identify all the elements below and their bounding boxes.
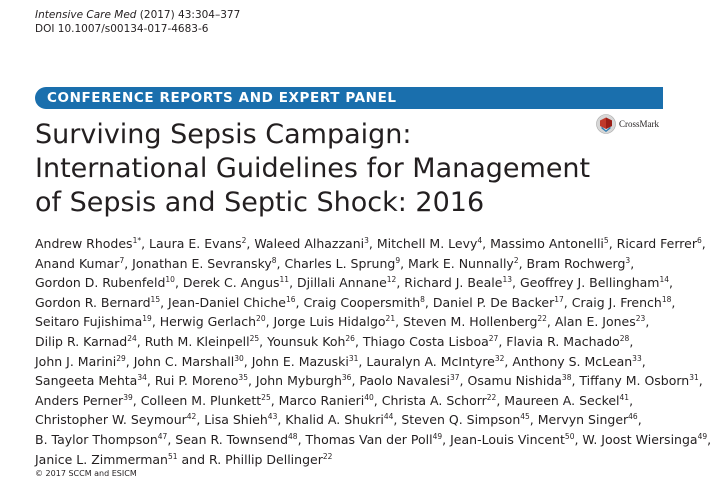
author-name: Paolo Navalesi bbox=[359, 373, 450, 389]
author-affiliation: 8 bbox=[420, 294, 425, 304]
author-affiliation: 44 bbox=[383, 412, 394, 422]
author-name: Bram Rochwerg bbox=[526, 255, 626, 271]
author-affiliation: 18 bbox=[661, 294, 672, 304]
author-name: Marco Ranieri bbox=[278, 392, 365, 408]
title-line: International Guidelines for Management bbox=[35, 153, 591, 184]
author-affiliation: 45 bbox=[520, 412, 530, 422]
title-line: Surviving Sepsis Campaign: bbox=[35, 119, 412, 150]
author-affiliation: 39 bbox=[123, 392, 133, 402]
author-line: Gordon D. Rubenfeld$^{10}$, Derek C. Angus$^{11}$, Djillali Annane$^{12}$, Richard J. Beale$^{13}$, Geoffrey J. Bellingham$^{14}$, bbox=[35, 275, 673, 291]
author-name: Alan E. Jones bbox=[554, 314, 636, 330]
author-line: Seitaro Fujishima$^{19}$, Herwig Gerlach$^{20}$, Jorge Luis Hidalgo$^{21}$, Steven M. Hollenberg$^{22}$, Alan E. Jones$^{23}$, bbox=[35, 314, 650, 330]
author-affiliation: 27 bbox=[488, 333, 499, 343]
author-affiliation: 46 bbox=[628, 412, 638, 422]
article-title bbox=[35, 118, 595, 220]
author-name: Jorge Luis Hidalgo bbox=[273, 314, 386, 330]
author-name: Flavia R. Machado bbox=[506, 333, 620, 349]
author-line: Anand Kumar$^7$, Jonathan E. Sevransky$^8$, Charles L. Sprung$^9$, Mark E. Nunnally$^2$, Bram Rochwerg$^3$, bbox=[35, 255, 635, 271]
author-affiliation: 22 bbox=[537, 314, 547, 324]
author-name: Geoffrey J. Bellingham bbox=[519, 275, 660, 291]
author-affiliation: 22 bbox=[486, 392, 497, 402]
author-name: Colleen M. Plunkett bbox=[140, 392, 262, 408]
author-affiliation: 29 bbox=[116, 353, 126, 363]
author-name: Lisa Shieh bbox=[204, 412, 268, 428]
author-name: Derek C. Angus bbox=[182, 275, 280, 291]
author-affiliation: 13 bbox=[502, 275, 512, 285]
author-name: Mitchell M. Levy bbox=[376, 236, 478, 251]
author-affiliation: 42 bbox=[186, 412, 197, 422]
author-affiliation: 5 bbox=[603, 236, 609, 245]
author-name: Djillali Annane bbox=[297, 275, 387, 291]
author-name: Osamu Nishida bbox=[467, 373, 562, 389]
author-affiliation: 31 bbox=[348, 353, 359, 363]
crossmark-icon bbox=[596, 114, 616, 134]
author-name: Craig Coopersmith bbox=[303, 294, 421, 310]
author-affiliation: 3 bbox=[625, 255, 631, 265]
author-name: Gordon R. Bernard bbox=[35, 294, 151, 310]
author-affiliation: 48 bbox=[288, 431, 298, 441]
author-name: Mark E. Nunnally bbox=[408, 255, 514, 271]
author-name: Richard J. Beale bbox=[404, 275, 503, 291]
author-name: Christa A. Schorr bbox=[381, 392, 487, 408]
author-affiliation: 38 bbox=[561, 373, 572, 383]
author-affiliation: 31 bbox=[689, 373, 699, 383]
author-name: Laura E. Evans bbox=[149, 236, 242, 251]
section-label: CONFERENCE REPORTS AND EXPERT PANEL bbox=[47, 90, 397, 106]
author-affiliation: 9 bbox=[395, 255, 401, 265]
author-affiliation: 41 bbox=[619, 392, 630, 402]
author-name: Sean R. Townsend bbox=[175, 431, 289, 447]
author-line: John J. Marini$^{29}$, John C. Marshall$^{30}$, John E. Mazuski$^{31}$, Lauralyn A. McIntyre$^{32}$, Anthony S. McLean$^{33}$, bbox=[35, 353, 646, 369]
author-affiliation: 30 bbox=[234, 353, 244, 363]
author-name: Seitaro Fujishima bbox=[35, 314, 143, 330]
author-name: Craig J. French bbox=[571, 294, 662, 310]
title-line: of Sepsis and Septic Shock: 2016 bbox=[35, 187, 485, 218]
author-name: Ricard Ferrer bbox=[616, 236, 697, 251]
author-affiliation: 40 bbox=[364, 392, 374, 402]
author-affiliation: 15 bbox=[150, 294, 161, 304]
author-affiliation: 32 bbox=[494, 353, 505, 363]
author-line: Christopher W. Seymour$^{42}$, Lisa Shieh$^{43}$, Khalid A. Shukri$^{44}$, Steven Q. Simpson$^{45}$, Mervyn Singer$^{46}$, bbox=[35, 412, 642, 428]
author-name: Jean-Louis Vincent bbox=[450, 431, 565, 447]
author-affiliation: 23 bbox=[635, 314, 646, 324]
author-affiliation: 8 bbox=[271, 255, 277, 265]
author-affiliation: 21 bbox=[385, 314, 396, 324]
author-name: Anand Kumar bbox=[35, 255, 120, 271]
author-affiliation: 34 bbox=[137, 373, 147, 383]
author-name: Herwig Gerlach bbox=[159, 314, 257, 330]
author-line: B. Taylor Thompson$^{47}$, Sean R. Townsend$^{48}$, Thomas Van der Poll$^{49}$, Jean-Louis Vincent$^{50}$, W. Joost Wiersinga$^{49}$, bbox=[35, 431, 711, 447]
author-affiliation: 33 bbox=[632, 353, 642, 363]
author-name: Tiffany M. Osborn bbox=[579, 373, 690, 389]
author-name: Lauralyn A. McIntyre bbox=[366, 353, 495, 369]
author-name: Younsuk Koh bbox=[267, 333, 346, 349]
author-name: Charles L. Sprung bbox=[284, 255, 396, 271]
author-name: and R. Phillip Dellinger bbox=[181, 451, 323, 467]
author-affiliation: 11 bbox=[279, 275, 290, 285]
author-affiliation: 3 bbox=[364, 236, 369, 245]
copyright: © 2017 SCCM and ESICM bbox=[35, 469, 137, 478]
author-affiliation: 49 bbox=[432, 431, 443, 441]
author-affiliation: 14 bbox=[659, 275, 669, 285]
journal-volume: (2017) 43:304–377 bbox=[136, 9, 241, 21]
author-line: Dilip R. Karnad$^{24}$, Ruth M. Kleinpell$^{25}$, Younsuk Koh$^{26}$, Thiago Costa Lisboa$^{27}$, Flavia R. Machado$^{28}$, bbox=[35, 333, 634, 349]
author-affiliation: 10 bbox=[165, 275, 175, 285]
author-name: Anthony S. McLean bbox=[512, 353, 633, 369]
author-affiliation: 16 bbox=[285, 294, 296, 304]
author-name: Steven M. Hollenberg bbox=[403, 314, 538, 330]
author-name: Rui P. Moreno bbox=[154, 373, 239, 389]
author-affiliation: 2 bbox=[513, 255, 519, 265]
author-name: Anders Perner bbox=[35, 392, 124, 408]
author-list bbox=[35, 234, 711, 469]
author-name: Thomas Van der Poll bbox=[305, 431, 433, 447]
author-line: Anders Perner$^{39}$, Colleen M. Plunkett$^{25}$, Marco Ranieri$^{40}$, Christa A. Schorr$^{22}$, Maureen A. Seckel$^{41}$, bbox=[35, 392, 634, 408]
author-affiliation: 51 bbox=[167, 451, 178, 461]
author-name: John J. Marini bbox=[35, 353, 117, 369]
author-name: Andrew Rhodes bbox=[35, 236, 133, 251]
author-affiliation: 12 bbox=[386, 275, 397, 285]
author-name: B. Taylor Thompson bbox=[35, 431, 158, 447]
author-affiliation: 37 bbox=[450, 373, 460, 383]
author-affiliation: 26 bbox=[345, 333, 355, 343]
journal-citation bbox=[35, 8, 240, 22]
author-affiliation: 36 bbox=[341, 373, 352, 383]
author-name: Janice L. Zimmerman bbox=[35, 451, 168, 467]
crossmark-badge[interactable] bbox=[596, 114, 659, 134]
author-affiliation: 1* bbox=[132, 236, 142, 245]
author-affiliation: 7 bbox=[119, 255, 125, 265]
author-name: Waleed Alhazzani bbox=[254, 236, 365, 251]
author-line bbox=[35, 450, 665, 470]
author-name: Thiago Costa Lisboa bbox=[362, 333, 489, 349]
author-affiliation: 24 bbox=[127, 333, 137, 343]
author-line: Gordon R. Bernard$^{15}$, Jean-Daniel Chiche$^{16}$, Craig Coopersmith$^8$, Daniel P. De Backer$^{17}$, Craig J. French$^{18}$, bbox=[35, 294, 676, 310]
author-affiliation: 19 bbox=[142, 314, 152, 324]
author-line: Sangeeta Mehta$^{34}$, Rui P. Moreno$^{35}$, John Myburgh$^{36}$, Paolo Navalesi$^{37}$, Osamu Nishida$^{38}$, Tiffany M. Osborn$^{31}$, bbox=[35, 373, 703, 389]
author-affiliation: 20 bbox=[256, 314, 266, 324]
author-name: John Myburgh bbox=[255, 373, 342, 389]
author-affiliation: 25 bbox=[261, 392, 271, 402]
author-line: Andrew Rhodes$^{1*}$, Laura E. Evans$^2$, Waleed Alhazzani$^3$, Mitchell M. Levy$^4$, Massimo Antonelli$^5$, Ricard Ferrer$^6$, bbox=[35, 236, 706, 251]
author-name: Christopher W. Seymour bbox=[35, 412, 187, 428]
author-name: Gordon D. Rubenfeld bbox=[35, 275, 166, 291]
author-name: Massimo Antonelli bbox=[490, 236, 604, 251]
author-name: W. Joost Wiersinga bbox=[582, 431, 698, 447]
section-banner bbox=[35, 87, 663, 109]
author-affiliation: 50 bbox=[564, 431, 575, 441]
doi: DOI 10.1007/s00134-017-4683-6 bbox=[35, 23, 209, 35]
author-name: Sangeeta Mehta bbox=[35, 373, 138, 389]
author-name: Maureen A. Seckel bbox=[504, 392, 620, 408]
journal-name: Intensive Care Med bbox=[35, 9, 137, 21]
author-name: Daniel P. De Backer bbox=[432, 294, 555, 310]
crossmark-label: CrossMark bbox=[619, 119, 659, 129]
author-affiliation: 22 bbox=[322, 451, 333, 461]
author-affiliation: 2 bbox=[241, 236, 247, 245]
author-affiliation: 49 bbox=[697, 431, 708, 441]
author-name: John E. Mazuski bbox=[251, 353, 349, 369]
author-name: Ruth M. Kleinpell bbox=[144, 333, 250, 349]
author-name: Jonathan E. Sevransky bbox=[132, 255, 272, 271]
author-affiliation: 35 bbox=[238, 373, 248, 383]
author-affiliation: 47 bbox=[157, 431, 168, 441]
author-name: Dilip R. Karnad bbox=[35, 333, 128, 349]
author-affiliation: 25 bbox=[249, 333, 260, 343]
author-name: John C. Marshall bbox=[133, 353, 235, 369]
author-affiliation: 43 bbox=[267, 412, 278, 422]
author-name: Steven Q. Simpson bbox=[401, 412, 521, 428]
author-affiliation: 17 bbox=[554, 294, 564, 304]
author-affiliation: 28 bbox=[619, 333, 630, 343]
author-affiliation: 4 bbox=[477, 236, 483, 245]
author-affiliation: 6 bbox=[696, 236, 702, 245]
author-name: Mervyn Singer bbox=[537, 412, 629, 428]
author-name: Jean-Daniel Chiche bbox=[168, 294, 286, 310]
author-name: Khalid A. Shukri bbox=[285, 412, 384, 428]
